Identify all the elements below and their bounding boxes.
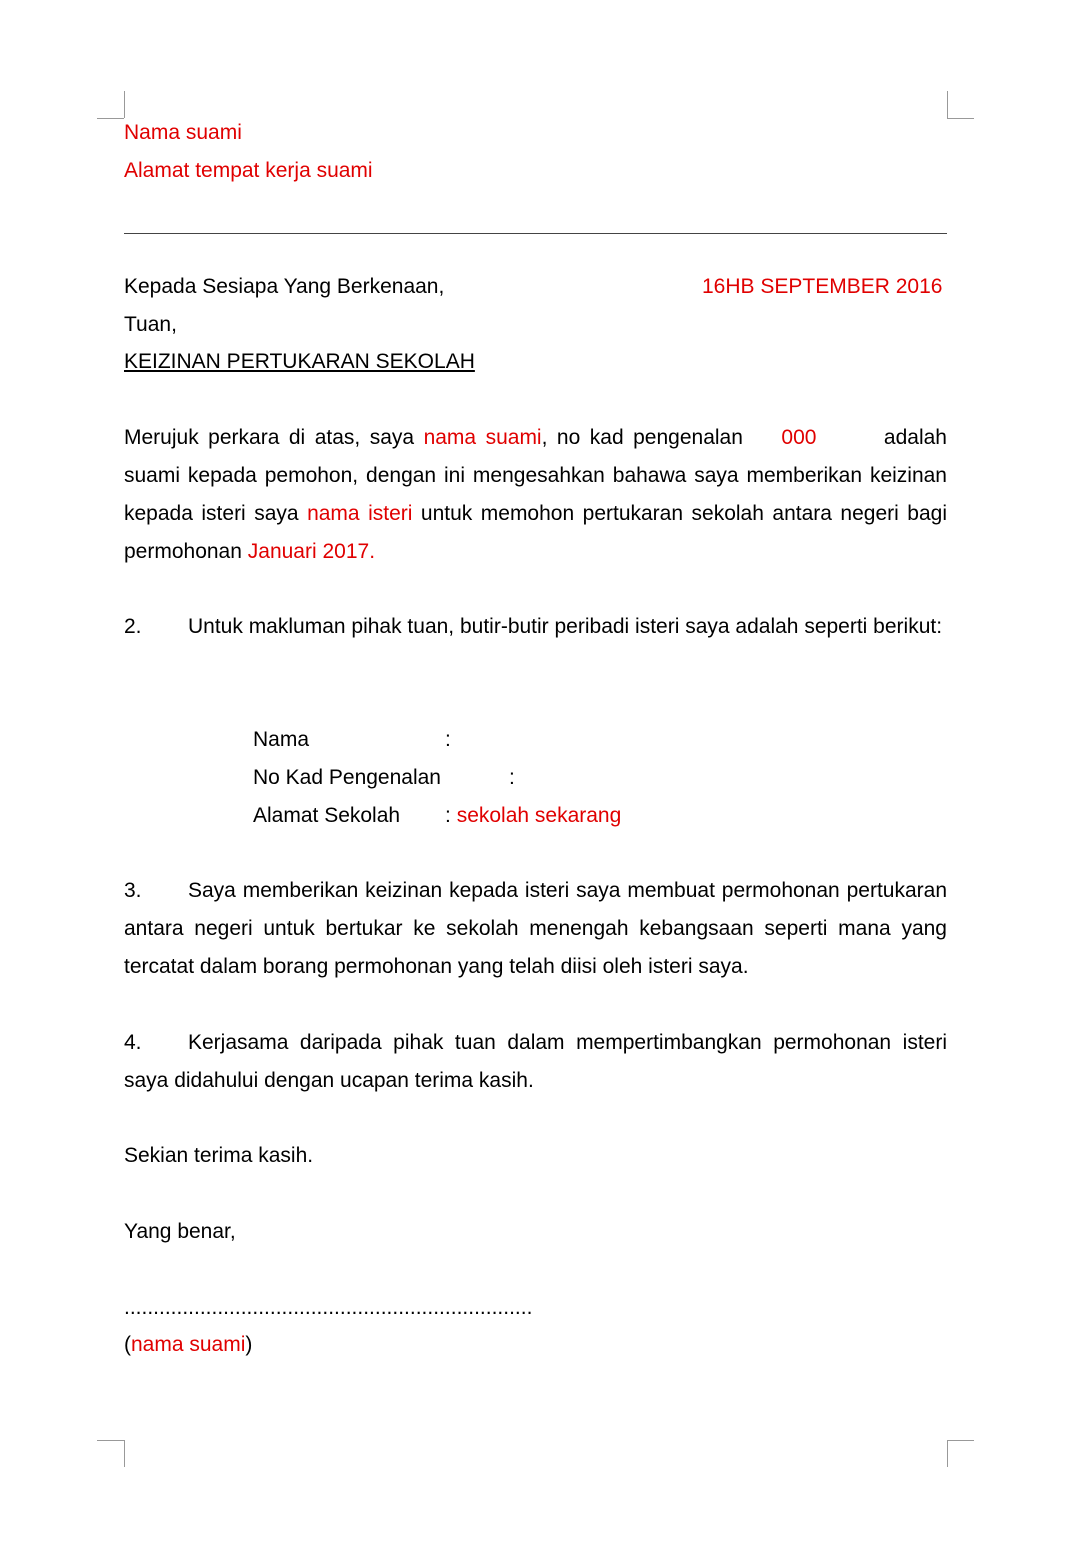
paragraph-3 <box>124 872 947 986</box>
open-paren: ( <box>124 1333 131 1356</box>
para1-text-4: untuk memohon pertukaran sekolah antara negeri bagi permohonan <box>124 502 947 563</box>
para4-text: Kerjasama daripada pihak tuan dalam mempertimbangkan permohonan isteri saya didahului dengan ucapan terima kasih. <box>124 1031 947 1092</box>
detail-school-label: Alamat Sekolah <box>253 804 401 827</box>
signer-name-line <box>124 1326 252 1364</box>
recipient-line: Kepada Sesiapa Yang Berkenaan, <box>124 275 445 298</box>
letter-date: 16HB SEPTEMBER 2016 <box>702 275 943 298</box>
letter-subject: KEIZINAN PERTUKARAN SEKOLAH <box>124 350 475 373</box>
para3-number: 3. <box>124 879 142 902</box>
para1-text-3: adalah suami kepada pemohon, dengan ini mengesahkan bahawa saya memberikan keizinan kepada isteri saya <box>124 426 947 525</box>
detail-name-label: Nama <box>253 728 310 751</box>
para2-text: Untuk makluman pihak tuan, butir-butir peribadi isteri saya adalah seperti berikut: <box>188 615 943 638</box>
sender-address: Alamat tempat kerja suami <box>124 159 373 182</box>
wife-name-placeholder: nama isteri <box>307 502 413 525</box>
para1-text-2: , no kad pengenalan <box>541 426 753 449</box>
sign-off: Yang benar, <box>124 1220 236 1243</box>
detail-ic-colon: : <box>509 766 515 789</box>
para2-number: 2. <box>124 615 142 638</box>
para4-number: 4. <box>124 1031 142 1054</box>
close-paren: ) <box>245 1333 253 1356</box>
paragraph-1 <box>124 419 947 571</box>
paragraph-2 <box>124 608 947 646</box>
school-value-placeholder: sekolah sekarang <box>456 804 622 827</box>
paragraph-4 <box>124 1024 947 1100</box>
header-divider <box>124 233 947 234</box>
ic-number-placeholder: 000 <box>781 426 817 449</box>
application-period-placeholder: Januari 2017. <box>247 540 376 563</box>
para1-text-1: Merujuk perkara di atas, saya <box>124 426 424 449</box>
greeting: Tuan, <box>124 313 177 336</box>
closing-thanks: Sekian terima kasih. <box>124 1144 314 1167</box>
detail-name-colon: : <box>445 728 451 751</box>
signer-name-placeholder: nama suami <box>131 1333 246 1356</box>
husband-name-placeholder: nama suami <box>423 426 542 449</box>
sender-name: Nama suami <box>124 121 242 144</box>
signature-line: ...................................................................... <box>124 1296 533 1319</box>
detail-school-row <box>445 797 621 835</box>
detail-ic-label: No Kad Pengenalan <box>253 766 441 789</box>
para3-text: Saya memberikan keizinan kepada isteri saya membuat permohonan pertukaran antara negeri untuk bertukar ke sekolah menengah kebangsaan seperti mana yang tercatat dalam borang permohonan yang telah diisi oleh isteri saya. <box>124 879 947 978</box>
detail-school-colon: : <box>445 804 451 827</box>
